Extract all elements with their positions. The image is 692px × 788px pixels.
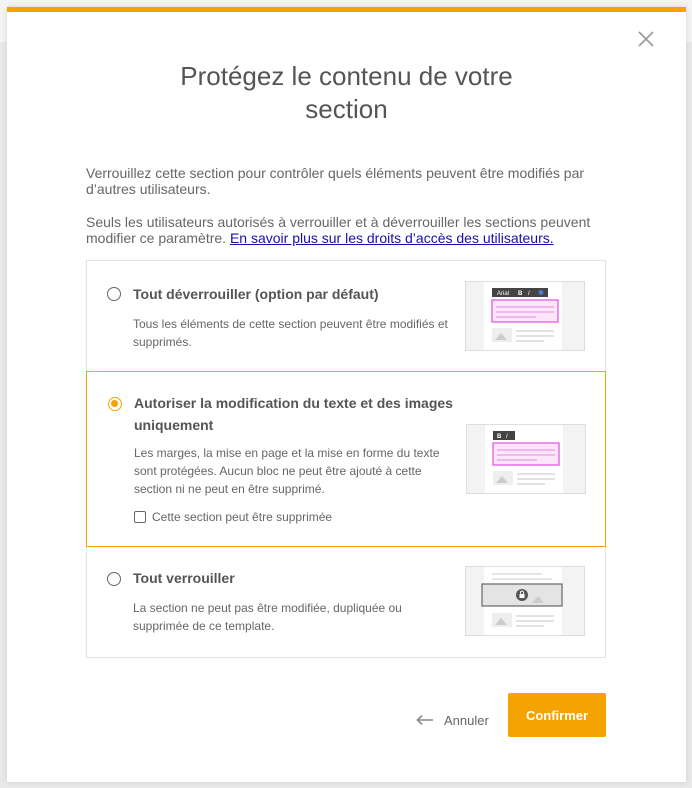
radio-text-images-only[interactable] xyxy=(108,397,122,411)
text-images-only-preview xyxy=(466,424,586,494)
option-text-images-only-description: Les marges, la mise en page et la mise en forme du texte sont protégées. Aucun bloc ne peut être ajouté à cette section ni ne peut en être supprimé. xyxy=(134,446,440,496)
modal-title-line1: Protégez le contenu de votre xyxy=(180,61,513,91)
protect-section-modal xyxy=(7,7,686,782)
toolbar-bold-label: B xyxy=(518,291,523,297)
option-text-images-only[interactable] xyxy=(86,371,606,547)
toolbar-italic-label: I xyxy=(528,291,530,297)
user-access-rights-link[interactable]: En savoir plus sur les droits d’accès des utilisateurs. xyxy=(229,230,554,246)
lock-all-preview xyxy=(465,566,585,636)
option-unlock-all-title: Tout déverrouiller (option par défaut) xyxy=(133,286,379,302)
deletable-section-checkbox[interactable] xyxy=(134,511,146,523)
unlock-all-preview xyxy=(465,281,585,351)
toolbar-font-label: Arial xyxy=(497,291,510,297)
lock-options-list xyxy=(86,260,606,658)
confirm-button[interactable]: Confirmer xyxy=(508,693,606,737)
cancel-button[interactable] xyxy=(416,700,489,740)
intro-paragraph-1: Verrouillez cette section pour contrôler quels éléments peuvent être modifiés par d’autres utilisateurs. xyxy=(86,165,585,197)
deletable-section-label: Cette section peut être supprimée xyxy=(152,510,333,524)
radio-lock-all[interactable] xyxy=(107,572,121,586)
intro-paragraph-2 xyxy=(86,214,606,246)
option-text-images-only-title: Autoriser la modification du texte et des images uniquement xyxy=(134,395,453,433)
modal-title xyxy=(7,60,686,126)
arrow-left-icon xyxy=(416,714,434,726)
intro-paragraph-2-text: Seuls les utilisateurs autorisés à verrouiller et à déverrouiller les sections peuvent modifier ce paramètre. xyxy=(86,214,591,246)
cancel-label: Annuler xyxy=(444,712,489,728)
toolbar-italic-label: I xyxy=(506,434,508,440)
option-lock-all-description: La section ne peut pas être modifiée, dupliquée ou supprimée de ce template. xyxy=(133,601,402,633)
option-lock-all-title: Tout verrouiller xyxy=(133,570,235,586)
close-icon xyxy=(636,29,656,49)
modal-title-line2: section xyxy=(305,94,388,124)
option-unlock-all[interactable] xyxy=(87,261,605,371)
deletable-section-checkbox-row[interactable] xyxy=(134,510,332,524)
radio-unlock-all[interactable] xyxy=(107,287,121,301)
option-unlock-all-description: Tous les éléments de cette section peuvent être modifiés et supprimés. xyxy=(133,317,448,349)
close-button[interactable] xyxy=(636,29,656,49)
option-lock-all[interactable] xyxy=(87,547,605,657)
toolbar-bold-label: B xyxy=(497,434,502,440)
